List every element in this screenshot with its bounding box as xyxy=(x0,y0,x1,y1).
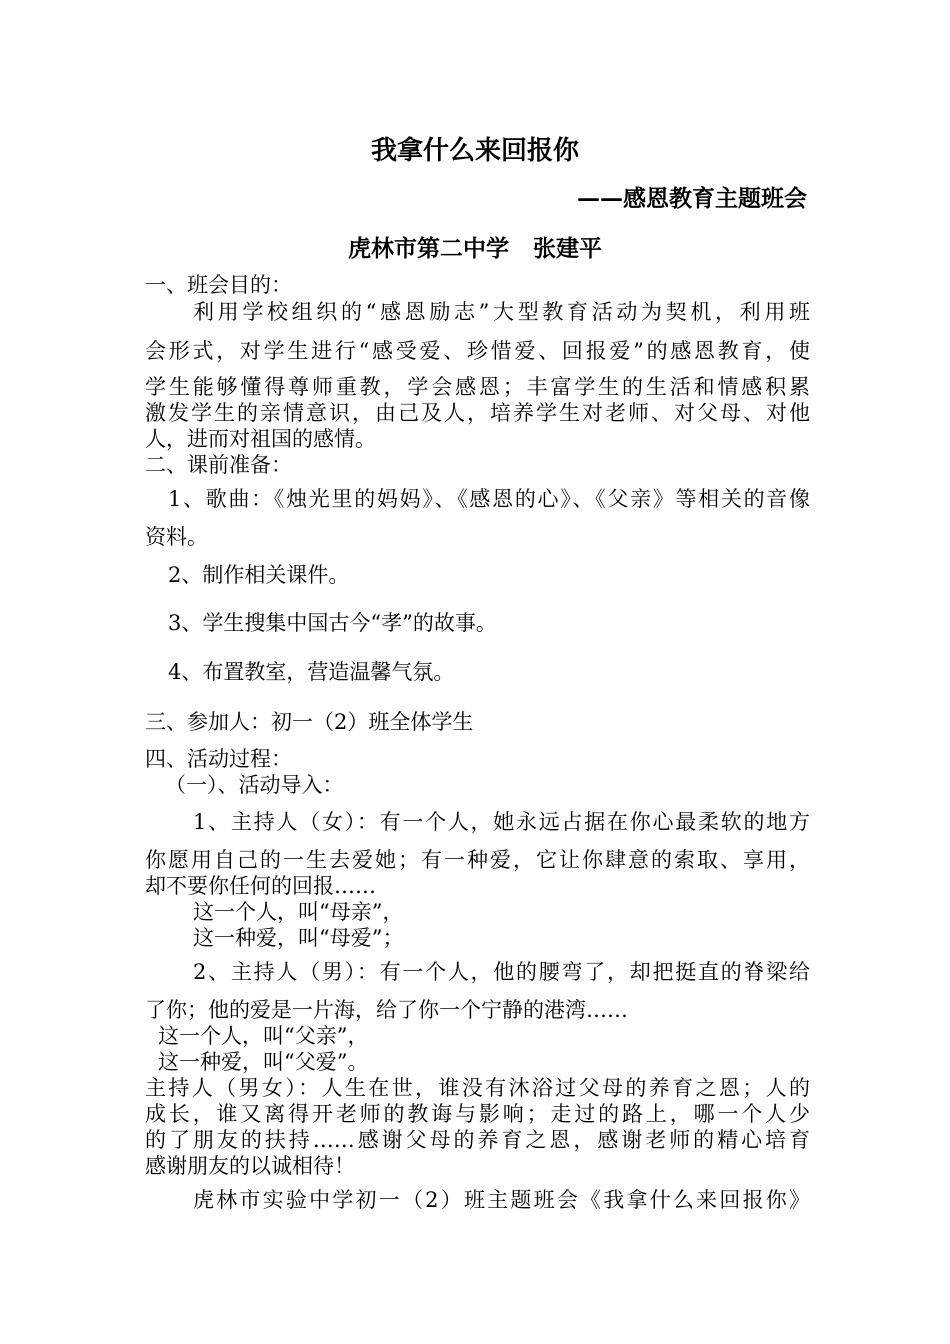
section-heading-participants: 三、参加人：初一（2）班全体学生 xyxy=(145,710,474,734)
list-item: 4、布置教室，营造温馨气氛。 xyxy=(168,660,455,684)
author-school: 虎林市第二中学 xyxy=(348,235,509,262)
section-heading-purpose: 一、班会目的： xyxy=(145,273,292,297)
paragraph-line: 这一种爱，叫“父爱”。 xyxy=(158,1050,369,1074)
paragraph-line: 这一个人，叫“父亲”， xyxy=(158,1024,369,1048)
paragraph-line: 学生能够懂得尊师重教，学会感恩；丰富学生的生活和情感积累 xyxy=(145,375,810,399)
list-item: 3、学生搜集中国古今“孝”的故事。 xyxy=(168,611,497,635)
author-line xyxy=(0,233,950,265)
paragraph-line: 会形式，对学生进行“感受爱、珍惜爱、回报爱”的感恩教育，使 xyxy=(145,339,810,363)
paragraph-line: 这一个人，叫“母亲”， xyxy=(193,900,404,924)
paragraph-line: 这一种爱，叫“母爱”； xyxy=(193,926,404,950)
section-heading-process: 四、活动过程： xyxy=(145,747,292,771)
paragraph-line: 了你；他的爱是一片海，给了你一个宁静的港湾…… xyxy=(145,998,628,1022)
document-title: 我拿什么来回报你 xyxy=(370,136,579,166)
paragraph-line: 成长，谁又离得开老师的教诲与影响；走过的路上，哪一个人少 xyxy=(145,1102,810,1126)
paragraph-line: 的了朋友的扶持……感谢父母的养育之恩，感谢老师的精心培育 xyxy=(145,1128,810,1152)
list-item: 1、歌曲：《烛光里的妈妈》、《感恩的心》、《父亲》等相关的音像 xyxy=(168,487,810,511)
paragraph-line: 2、主持人（男）：有一个人，他的腰弯了，却把挺直的脊梁给 xyxy=(193,960,810,984)
paragraph-line: 主持人（男女）：人生在世，谁没有沐浴过父母的养育之恩；人的 xyxy=(145,1076,810,1100)
list-item-continuation: 资料。 xyxy=(145,525,208,549)
list-item: 2、制作相关课件。 xyxy=(168,563,350,587)
paragraph-line: 却不要你任何的回报…… xyxy=(145,874,376,898)
paragraph-line: 人，进而对祖国的感情。 xyxy=(145,427,376,451)
paragraph-line: 你愿用自己的一生去爱她；有一种爱，它让你肆意的索取、享用， xyxy=(145,848,810,872)
paragraph-line: 1、主持人（女）：有一个人，她永远占据在你心最柔软的地方 xyxy=(193,810,810,834)
paragraph-line: 利用学校组织的“感恩励志”大型教育活动为契机，利用班 xyxy=(193,300,810,324)
document-subtitle: ——感恩教育主题班会 xyxy=(577,185,807,212)
author-name: 张建平 xyxy=(533,235,602,262)
subsection-heading: （一）、活动导入： xyxy=(165,773,344,797)
paragraph-line: 感谢朋友的以诚相待！ xyxy=(145,1154,355,1178)
paragraph-line: 激发学生的亲情意识，由己及人，培养学生对老师、对父母、对他 xyxy=(145,401,810,425)
section-heading-preparation: 二、课前准备： xyxy=(145,453,292,477)
paragraph-line: 虎林市实验中学初一（2）班主题班会《我拿什么来回报你》 xyxy=(193,1188,810,1212)
